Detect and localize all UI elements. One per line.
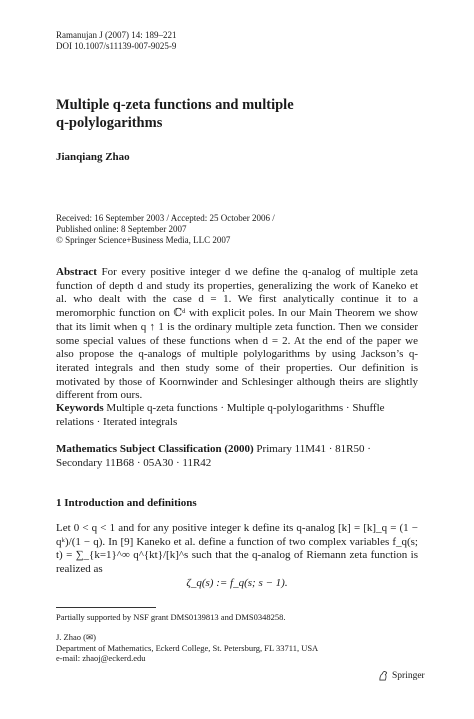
author-name: Jianqiang Zhao [56,151,130,163]
intro-paragraph: Let 0 < q < 1 and for any positive integer k define its q-analog [k] = [k]_q = (1 − qᵏ)/(1 − q). In [9] Kaneko et al. define a function of two complex variables f_q(s; t) = ∑_{k=1}^∞ q^{kt}/[k]^s such that the q-analog of Riemann zeta function is realized as [56,522,418,576]
zeta-equation: ζ_q(s) := f_q(s; s − 1). [186,577,288,589]
msc-text: Primary 11M41 · 81R50 · Secondary 11B68 · 05A30 · 11R42 [56,443,371,469]
publisher-name: Springer [392,670,425,681]
journal-citation: Ramanujan J (2007) 14: 189–221 [56,30,177,40]
title-line-2: q-polylogarithms [56,115,163,131]
affiliation-name: J. Zhao (✉) [56,632,96,642]
abstract-label: Abstract [56,266,97,278]
funding-footnote: Partially supported by NSF grant DMS0139813 and DMS0348258. [56,612,286,622]
dates-received-accepted: Received: 16 September 2003 / Accepted: 25 October 2006 / [56,213,275,223]
copyright-notice: © Springer Science+Business Media, LLC 2007 [56,235,231,245]
doi: DOI 10.1007/s11139-007-9025-9 [56,41,177,51]
springer-horse-icon [378,670,389,681]
keywords-label: Keywords [56,402,104,414]
keywords-text: Multiple q-zeta functions · Multiple q-polylogarithms · Shuffle relations · Iterated integrals [56,402,385,428]
subject-classification [56,443,418,470]
publication-dates [56,213,275,246]
abstract-text: For every positive integer d we define the q-analog of multiple zeta function of depth d and study its properties, generalizing the work of Kaneko et al. who dealt with the case d = 1. We first analytically continue it to a meromorphic function on ℂᵈ with explicit poles. In our Main Theorem we show that its limit when q ↑ 1 is the ordinary multiple zeta function. Then we consider some special values of these functions when d = 2. At the end of the paper we also propose the q-analogs of multiple polylogarithms by using Jackson’s q-iterated integrals and then study some of their properties. Our definition is motivated by those of Koornwinder and Schlesinger although theirs are slightly different from ours. [56,266,419,402]
abstract [56,266,418,403]
publisher-mark [378,670,425,681]
author-affiliation [56,632,318,664]
title-line-1: Multiple q-zeta functions and multiple [56,97,294,113]
footnote-divider [56,607,156,608]
keywords [56,402,418,429]
affiliation-email: e-mail: zhaoj@eckerd.edu [56,653,146,663]
msc-label: Mathematics Subject Classification (2000) [56,443,254,455]
affiliation-department: Department of Mathematics, Eckerd College, St. Petersburg, FL 33711, USA [56,642,319,653]
section-heading: 1 Introduction and definitions [56,497,197,509]
dates-published-online: Published online: 8 September 2007 [56,224,187,234]
paper-title [56,96,416,132]
